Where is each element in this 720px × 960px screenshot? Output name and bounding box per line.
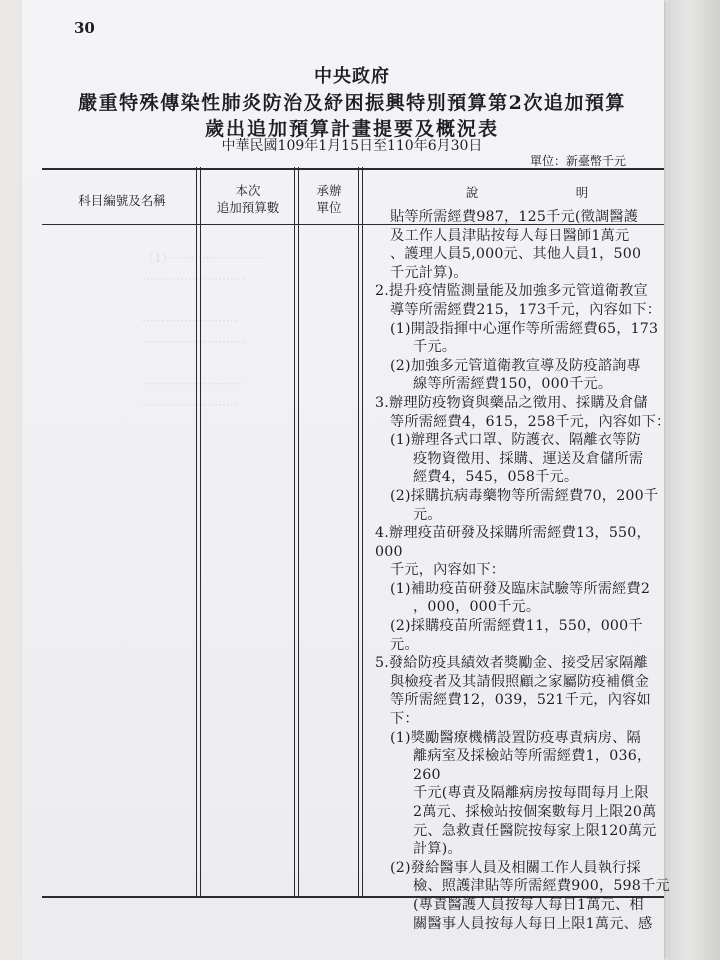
description-line: 千元計算)。 [390,264,468,281]
column-divider [298,167,299,897]
column-header-amount-line1: 本次 [235,183,261,198]
description-line: ，000，000千元。 [413,599,541,616]
column-header-amount-line2: 追加預算數 [216,200,280,215]
column-divider [294,167,295,897]
description-line: 2.提升疫情監測量能及加強多元管道衛教宣 [375,283,648,300]
column-header-agency-line2: 單位 [316,200,342,215]
description-line: 2萬元、採檢站按個案數每月上限20萬 [413,804,657,820]
budget-title: 嚴重特殊傳染性肺炎防治及紓困振興特別預算第2次追加預算 [78,92,626,114]
description-line: 5.發給防疫具績效者獎勵金、接受居家隔離 [375,655,648,672]
description-line: (1)開設指揮中心運作等所需經費65，173 [390,320,659,337]
description-line: 千元。 [413,339,457,356]
page-number: 30 [74,19,95,37]
description-line: 元、急救責任醫院按每家上限120萬元 [413,822,657,839]
description-line: (2)發給醫事人員及相關工作人員執行採 [390,859,641,876]
description-line: 計算)。 [413,841,462,858]
description-line: 經費4，545，058千元。 [413,469,579,486]
description-line: 等所需經費12，039，521千元，內容如下： [390,692,651,728]
description-line: (2)採購抗病毒藥物等所需經費70，200千 [390,487,659,504]
description-line: (1)補助疫苗研發及臨床試驗等所需經費2 [390,580,651,597]
unit-label: 單位：新臺幣千元 [530,154,627,168]
table-top-rule [42,168,664,170]
column-divider [196,167,197,897]
description-line: 3.辦理防疫物資與藥品之徵用、採購及倉儲 [375,394,648,411]
description-line: 貼等所需經費987，125千元(徵調醫護 [390,209,639,225]
column-header-desc-1: 說 [465,185,479,200]
description-line: 線等所需經費150，000千元。 [413,376,613,393]
description-line: (1)辦理各式口罩、防護衣、隔離衣等防 [390,432,641,449]
description-line: 導等所需經費215，173千元，內容如下： [390,301,662,318]
description-content [375,208,671,933]
description-line: 等所需經費4，615，258千元，內容如下： [390,413,671,430]
description-line: (2)加強多元管道衛教宣導及防疫諮詢專 [390,357,641,374]
description-line: 千元，內容如下： [390,562,506,579]
description-line: (專責醫護人員按每人每日1萬元、相 [413,896,644,913]
column-divider [362,167,363,897]
description-line: 千元(專責及隔離病房按每間每月上限 [413,785,649,802]
column-divider [358,167,359,897]
column-divider [200,167,201,897]
background-surface [668,0,720,960]
description-line: 疫物資徵用、採購、運送及倉儲所需 [413,450,644,467]
column-header-item: 科目編號及名稱 [78,193,166,208]
description-line: 4.辦理疫苗研發及採購所需經費13，550，000 [375,525,651,560]
government-title: 中央政府 [314,66,390,87]
description-line: (1)獎勵醫療機構設置防疫專責病房、隔 [390,729,641,746]
description-line: 離病室及採檢站等所需經費1，036，260 [413,748,652,783]
table-title: 歲出追加預算計畫提要及概況表 [204,118,499,140]
column-header-agency-line1: 承辦 [316,183,342,198]
bleed-through-text: （1）························· ··························· ························· ··························· ··························· ························· [142,251,263,412]
description-line: (2)採購疫苗所需經費11，550，000千元。 [390,618,643,653]
column-header-desc-2: 明 [575,185,589,200]
description-line: 關醫事人員按每人每日上限1萬元、感 [413,915,653,932]
description-line: 檢、照護津貼等所需經費900，598千元 [413,878,670,895]
description-line: 與檢疫者及其請假照顧之家屬防疫補償金 [390,673,649,690]
document-page [22,0,671,960]
column-header-agency [300,182,358,216]
description-line: 元。 [413,506,442,523]
description-line: 、護理人員5,000元、其他人員1，500 [390,246,642,263]
column-header-amount [202,182,294,216]
description-line: 及工作人員津貼按每人每日醫師1萬元 [390,227,630,244]
date-range: 中華民國109年1月15日至110年6月30日 [221,138,483,154]
